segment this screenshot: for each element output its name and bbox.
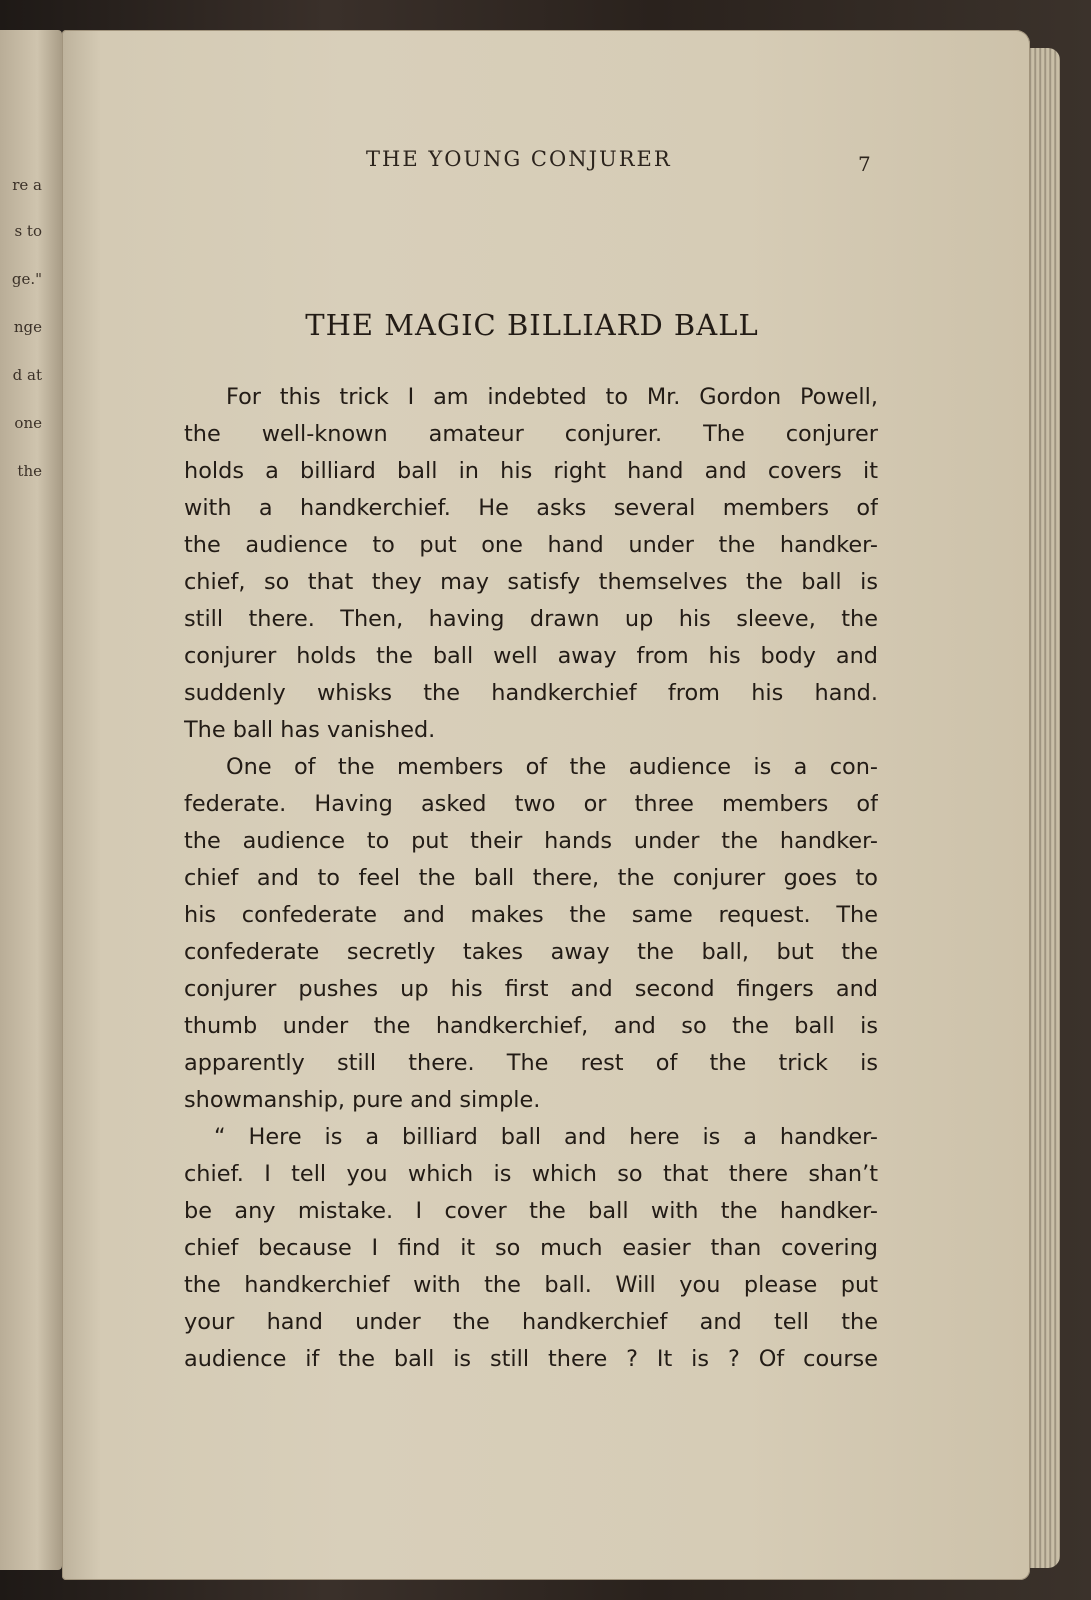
text-line: For this trick I am indebted to Mr. Gordon Powell, — [226, 384, 878, 410]
text-line: chief and to feel the ball there, the conjurer goes to — [184, 865, 878, 891]
chapter-title: THE MAGIC BILLIARD BALL — [305, 308, 759, 342]
text-line: chief because I find it so much easier than covering — [184, 1235, 878, 1261]
text-line: The ball has vanished. — [184, 717, 436, 743]
text-line: the audience to put their hands under the handker- — [184, 828, 878, 854]
text-line: “ Here is a billiard ball and here is a handker- — [214, 1124, 878, 1150]
text-line: federate. Having asked two or three members of — [184, 791, 878, 817]
text-line: conjurer holds the ball well away from his body and — [184, 643, 878, 669]
text-line: thumb under the handkerchief, and so the ball is — [184, 1013, 878, 1039]
text-line: audience if the ball is still there ? It is ? Of course — [184, 1346, 878, 1372]
text-line: the well-known amateur conjurer. The conjurer — [184, 421, 878, 447]
text-line: confederate secretly takes away the ball, but the — [184, 939, 878, 965]
text-line: still there. Then, having drawn up his sleeve, the — [184, 606, 878, 632]
text-line: holds a billiard ball in his right hand and covers it — [184, 458, 878, 484]
left-page-fragment: nge — [13, 318, 42, 336]
text-line: chief, so that they may satisfy themselves the ball is — [184, 569, 878, 595]
text-line: be any mistake. I cover the ball with the handker- — [184, 1198, 878, 1224]
text-line: the audience to put one hand under the handker- — [184, 532, 878, 558]
text-line: the handkerchief with the ball. Will you please put — [184, 1272, 878, 1298]
text-line: suddenly whisks the handkerchief from his hand. — [184, 680, 878, 706]
text-line: apparently still there. The rest of the trick is — [184, 1050, 878, 1076]
left-page-fragment: the — [17, 462, 42, 480]
text-line: his confederate and makes the same request. The — [184, 902, 878, 928]
text-line: One of the members of the audience is a con- — [226, 754, 878, 780]
text-line: chief. I tell you which is which so that there shan’t — [184, 1161, 878, 1187]
text-line: showmanship, pure and simple. — [184, 1087, 541, 1113]
page-number: 7 — [858, 152, 871, 176]
text-line: conjurer pushes up his first and second fingers and — [184, 976, 878, 1002]
left-page-fragment: s to — [14, 222, 42, 240]
body-text — [184, 379, 878, 1378]
left-page-fragment: d at — [12, 366, 42, 384]
text-line: your hand under the handkerchief and tell the — [184, 1309, 878, 1335]
left-page-fragment: re a — [12, 176, 42, 194]
left-page-edge — [0, 30, 62, 1570]
left-page-fragment: ge." — [11, 270, 42, 288]
running-head: THE YOUNG CONJURER — [366, 147, 672, 171]
text-line: with a handkerchief. He asks several members of — [184, 495, 878, 521]
left-page-fragment: one — [14, 414, 42, 432]
